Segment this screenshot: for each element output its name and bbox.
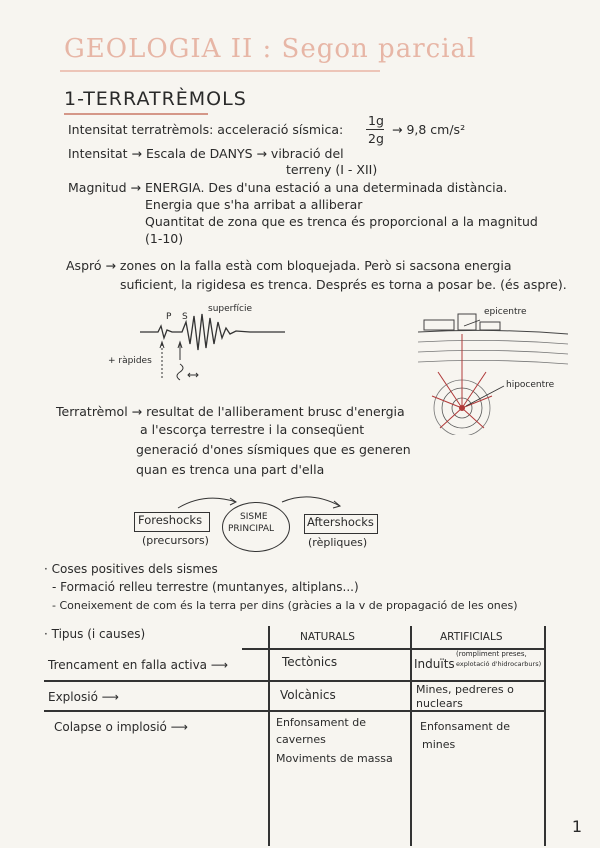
foreshocks-sub: (precursors) (142, 534, 209, 547)
magnitude-line1: Magnitud → ENERGIA. Des d'una estació a una determinada distància. (68, 180, 508, 195)
table-divider-2 (410, 626, 412, 846)
row3-natural-1: Enfonsament de (276, 716, 366, 729)
title-underline (60, 70, 380, 72)
seismo-label-surface: superfície (208, 304, 252, 314)
earthquake-def-line2: a l'escorça terrestre i la conseqüent (140, 422, 365, 437)
row3-natural-2: cavernes (276, 733, 326, 746)
epicenter-label: epicentre (484, 307, 527, 317)
intensity-scale-line2: terreny (I - XII) (286, 162, 378, 177)
hypocenter-label: hipocentre (506, 380, 555, 390)
aftershocks-label: Aftershocks (307, 515, 374, 529)
table-row-rule-2 (44, 710, 545, 712)
magnitude-line3: Quantitat de zona que es trenca és proporcional a la magnitud (145, 214, 538, 229)
earthquake-def-line1: Terratrèmol → resultat de l'alliberament brusc d'energia (56, 404, 405, 419)
seismo-label-p: P (166, 312, 172, 322)
positives-heading: · Coses positives dels sismes (44, 562, 218, 576)
page-number: 1 (571, 817, 582, 836)
row2-artificial-1: Mines, pedreres o (416, 683, 514, 696)
section-heading-underline (64, 113, 208, 115)
seismogram-sketch (100, 300, 300, 395)
seismo-label-faster: + ràpides (108, 356, 152, 366)
page-title: GEOLOGIA II : Segon parcial (64, 34, 477, 64)
aftershocks-sub: (rèpliques) (308, 536, 368, 549)
fraction-bar (366, 129, 384, 130)
intensity-scale-line1: Intensitat → Escala de DANYS → vibració del (68, 146, 344, 161)
positives-item2: - Coneixement de com és la terra per dins (gràcies a la v de propagació de les ones) (52, 599, 518, 612)
types-heading: · Tipus (i causes) (44, 627, 146, 641)
section-heading: 1-TERRATRÈMOLS (64, 88, 247, 110)
intensity-accel-num: 1g (368, 113, 384, 128)
seismo-label-s: S (182, 312, 188, 322)
row1-natural: Tectònics (282, 655, 338, 669)
magnitude-line4: (1-10) (145, 231, 184, 246)
main-shock-line2: PRINCIPAL (228, 524, 275, 534)
row2-artificial-2: nuclears (416, 697, 463, 710)
row3-artificial-1: Enfonsament de (420, 720, 510, 733)
positives-item1: - Formació relleu terrestre (muntanyes, altiplans...) (52, 580, 359, 594)
intensity-accel-value: → 9,8 cm/s² (392, 122, 466, 137)
magnitude-line2: Energia que s'ha arribat a alliberar (145, 197, 363, 212)
row3-artificial-2: mines (422, 738, 456, 751)
foreshocks-label: Foreshocks (138, 513, 203, 527)
col-header-natural: NATURALS (300, 631, 355, 643)
earthquake-def-line3: generació d'ones sísmiques que es generen (136, 442, 411, 457)
intensity-accel-label: Intensitat terratrèmols: acceleració sísmica: (68, 122, 344, 137)
row1-artificial-note-2: explotació d'hidrocarburs) (456, 660, 542, 668)
row2-cause: Explosió ⟶ (48, 690, 119, 704)
table-divider-1 (268, 626, 270, 846)
row2-natural: Volcànics (280, 688, 336, 702)
table-row-rule-1 (44, 680, 545, 682)
intensity-accel-den: 2g (368, 131, 384, 146)
row3-natural-3: Moviments de massa (276, 752, 393, 765)
aspro-line2: suficient, la rigidesa es trenca. Després es torna a posar be. (és aspre). (120, 277, 567, 292)
row1-cause: Trencament en falla activa ⟶ (48, 658, 229, 672)
focus-cross-section (418, 300, 568, 435)
row1-artificial: Induïts (414, 657, 455, 671)
earthquake-def-line4: quan es trenca una part d'ella (136, 462, 325, 477)
aspro-line1: Aspró → zones on la falla està com bloquejada. Però si sacsona energia (66, 258, 512, 273)
row3-cause: Colapse o implosió ⟶ (54, 720, 188, 734)
table-divider-3 (544, 626, 546, 846)
col-header-artificial: ARTIFICIALS (440, 631, 503, 643)
main-shock-line1: SISME (240, 512, 268, 522)
row1-artificial-note-1: (rompliment preses, (456, 650, 527, 658)
